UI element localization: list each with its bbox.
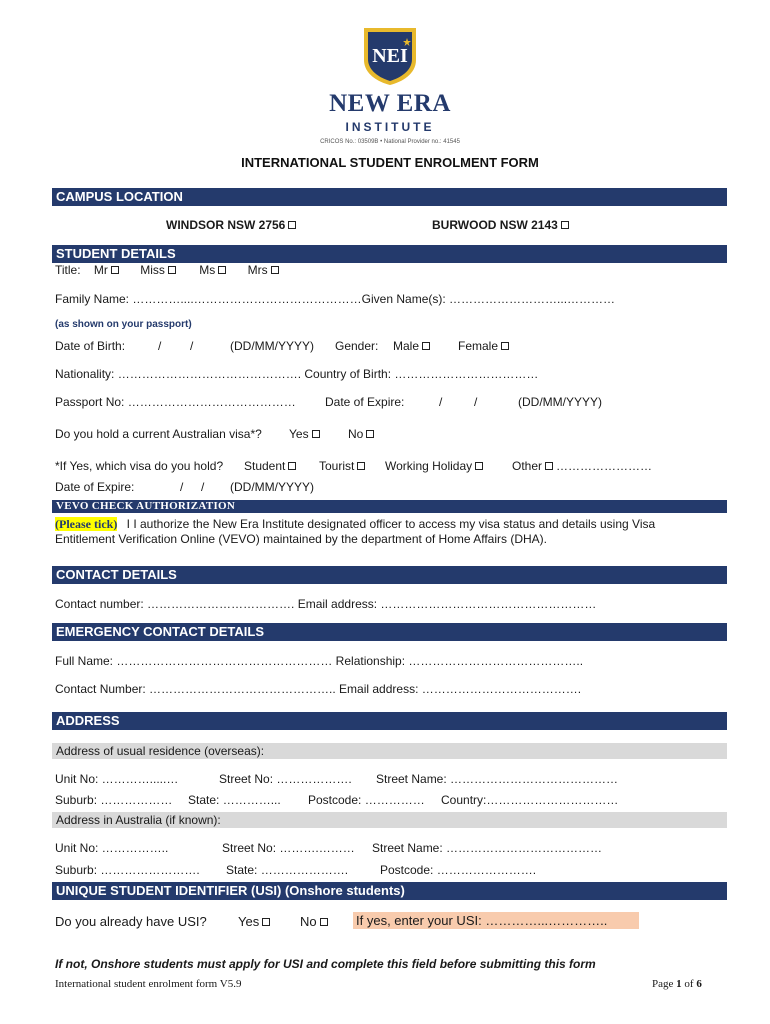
page-number: [652, 978, 702, 990]
ms-checkbox[interactable]: [218, 266, 226, 274]
nationality-field[interactable]: Nationality: ………………………………………. Country of Birth: ………………………………: [55, 367, 539, 381]
female-label: Female: [458, 339, 499, 353]
dob-label: Date of Birth:: [55, 339, 126, 353]
visa-student-label: Student: [244, 459, 286, 473]
street-no-overseas[interactable]: Street No: ……………….: [219, 772, 352, 786]
mrs-label: Mrs: [247, 263, 268, 277]
mrs-checkbox[interactable]: [271, 266, 279, 274]
male-option[interactable]: [393, 339, 430, 353]
expire-slash-1: /: [439, 395, 443, 409]
visa-other-option[interactable]: [512, 459, 652, 473]
visa-student-checkbox[interactable]: [288, 462, 296, 470]
street-name-aus[interactable]: Street Name: …………………………………: [372, 841, 603, 855]
dob-slash-1: /: [158, 339, 162, 353]
visa-other-checkbox[interactable]: [545, 462, 553, 470]
svg-text:NEI: NEI: [372, 45, 408, 67]
street-no-aus[interactable]: Street No: ……….………: [222, 841, 355, 855]
visa-no-option[interactable]: [348, 427, 374, 441]
date-expire-label: Date of Expire:: [325, 395, 405, 409]
form-title: INTERNATIONAL STUDENT ENROLMENT FORM: [241, 155, 539, 170]
usi-note: If not, Onshore students must apply for USI and complete this field before submitting this form: [55, 957, 596, 971]
emergency-line-2[interactable]: Contact Number: ……………………………………….. Email address: ………………………………….: [55, 682, 582, 696]
campus-location-header: CAMPUS LOCATION: [52, 188, 727, 206]
visa-which-question: *If Yes, which visa do you hold?: [55, 459, 224, 473]
dob-slash-2: /: [190, 339, 194, 353]
windsor-label: WINDSOR NSW 2756: [166, 218, 286, 232]
page-of: of: [684, 978, 694, 990]
address-header: ADDRESS: [52, 712, 727, 730]
street-name-overseas[interactable]: Street Name: ……………………………………: [376, 772, 619, 786]
vevo-text-2: Entitlement Verification Online (VEVO) maintained by the department of Home Affairs (DHA).: [55, 532, 547, 546]
expire2-format: (DD/MM/YYYY): [230, 480, 314, 494]
visa-other-field[interactable]: ……………………: [556, 459, 653, 473]
page-current: 1: [676, 978, 682, 990]
expire2-slash-1: /: [180, 480, 184, 494]
windsor-option[interactable]: [166, 218, 296, 232]
male-label: Male: [393, 339, 420, 353]
visa-tourist-option[interactable]: [319, 459, 365, 473]
vevo-header: VEVO CHECK AUTHORIZATION: [52, 500, 727, 513]
expire-slash-2: /: [474, 395, 478, 409]
burwood-checkbox[interactable]: [561, 221, 569, 229]
unit-no-overseas[interactable]: Unit No: ………….....…: [55, 772, 179, 786]
usi-yes-checkbox[interactable]: [262, 918, 270, 926]
visa-working-option[interactable]: [385, 459, 483, 473]
contact-line[interactable]: Contact number: ………………………………. Email address: ………………………………………………: [55, 597, 597, 611]
expire2-slash-2: /: [201, 480, 205, 494]
burwood-option[interactable]: [432, 218, 569, 232]
page-total: 6: [696, 978, 702, 990]
visa-yes-label: Yes: [289, 427, 309, 441]
miss-checkbox[interactable]: [168, 266, 176, 274]
postcode-aus[interactable]: Postcode: …………………….: [380, 863, 537, 877]
state-overseas[interactable]: State: …………...: [188, 793, 281, 807]
footer-version: International student enrolment form V5.9: [55, 978, 242, 990]
family-given-name-field[interactable]: Family Name: …………....……………………………………Given Name(s): ………………………...…………: [55, 292, 616, 306]
visa-no-checkbox[interactable]: [366, 430, 374, 438]
usi-question: Do you already have USI?: [55, 914, 207, 929]
female-checkbox[interactable]: [501, 342, 509, 350]
visa-student-option[interactable]: [244, 459, 296, 473]
student-details-header: STUDENT DETAILS: [52, 245, 727, 263]
visa-tourist-label: Tourist: [319, 459, 355, 473]
unit-no-aus[interactable]: Unit No: ……………..: [55, 841, 169, 855]
usi-header: UNIQUE STUDENT IDENTIFIER (USI) (Onshore students): [52, 882, 727, 900]
visa-yes-checkbox[interactable]: [312, 430, 320, 438]
usi-yes-option[interactable]: [238, 914, 270, 929]
cricos-number: CRICOS No.: 03509B • National Provider no.: 41545: [320, 139, 460, 145]
passport-note: (as shown on your passport): [55, 319, 192, 330]
australia-address-band: Address in Australia (if known):: [52, 812, 727, 828]
postcode-overseas[interactable]: Postcode: ……………: [308, 793, 425, 807]
gender-label: Gender:: [335, 339, 379, 353]
usi-no-option[interactable]: [300, 914, 328, 929]
institute-logo-shield: [362, 26, 418, 86]
visa-yes-option[interactable]: [289, 427, 320, 441]
institute-name: NEW ERA: [329, 90, 451, 117]
usi-no-label: No: [300, 914, 317, 929]
female-option[interactable]: [458, 339, 509, 353]
emergency-line-1[interactable]: Full Name: ……………………………………………… Relationship: ……………………………………..: [55, 654, 584, 668]
usi-no-checkbox[interactable]: [320, 918, 328, 926]
vevo-line-1: [55, 517, 655, 532]
title-label: Title:: [55, 263, 81, 277]
please-tick-label: (Please tick): [55, 517, 118, 531]
emergency-contact-header: EMERGENCY CONTACT DETAILS: [52, 623, 727, 641]
country-overseas[interactable]: Country:……………………………: [441, 793, 619, 807]
passport-no-field[interactable]: Passport No: ……………………………………: [55, 395, 296, 409]
ms-label: Ms: [199, 263, 216, 277]
visa-question: Do you hold a current Australian visa*?: [55, 427, 262, 441]
page-prefix: Page: [652, 978, 674, 990]
overseas-address-band: Address of usual residence (overseas):: [52, 743, 727, 759]
visa-no-label: No: [348, 427, 364, 441]
usi-yes-label: Yes: [238, 914, 260, 929]
male-checkbox[interactable]: [422, 342, 430, 350]
institute-subname: INSTITUTE: [345, 120, 435, 134]
title-row: [55, 263, 279, 277]
expire-format: (DD/MM/YYYY): [518, 395, 602, 409]
contact-details-header: CONTACT DETAILS: [52, 566, 727, 584]
suburb-overseas[interactable]: Suburb: ………………: [55, 793, 173, 807]
mr-label: Mr: [93, 263, 108, 277]
visa-working-label: Working Holiday: [385, 459, 473, 473]
dob-format: (DD/MM/YYYY): [230, 339, 314, 353]
windsor-checkbox[interactable]: [288, 221, 296, 229]
visa-other-label: Other: [512, 459, 543, 473]
suburb-aus[interactable]: Suburb: …………………….: [55, 863, 200, 877]
usi-input-field[interactable]: If yes, enter your USI: …………...…………..: [353, 912, 639, 929]
miss-label: Miss: [140, 263, 165, 277]
date-expire2-label: Date of Expire:: [55, 480, 135, 494]
visa-working-checkbox[interactable]: [475, 462, 483, 470]
state-aus[interactable]: State: ………………….: [226, 863, 349, 877]
vevo-text-1[interactable]: I I authorize the New Era Institute designated officer to access my visa status and details using Visa: [126, 517, 656, 531]
visa-tourist-checkbox[interactable]: [357, 462, 365, 470]
mr-checkbox[interactable]: [111, 266, 119, 274]
burwood-label: BURWOOD NSW 2143: [432, 218, 558, 232]
